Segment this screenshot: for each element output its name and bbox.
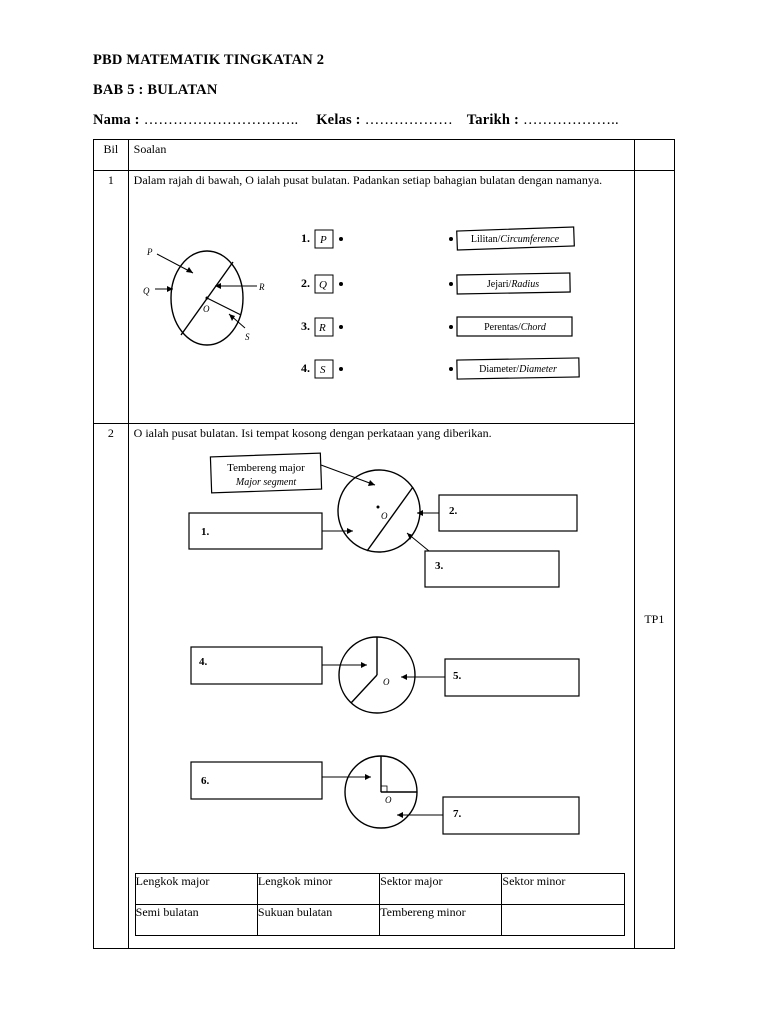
q1-name-4-ms: Diameter/ (478, 364, 519, 375)
q1-cell (128, 171, 634, 424)
blank-6 (191, 762, 322, 799)
q1-name-4 (449, 358, 579, 379)
q1-circle-figure (155, 251, 257, 345)
q1-number: 1 (107, 173, 114, 187)
q1-item-3-letter: R (318, 322, 326, 334)
example-en: Major segment (235, 477, 296, 488)
q2-number-cell (94, 424, 129, 949)
student-info-line (93, 112, 619, 129)
word-bank-cell: Sektor minor (502, 874, 624, 905)
q1-item-4 (301, 360, 343, 378)
q1-name-3-ms: Perentas/ (483, 322, 521, 333)
q1-name-2-en: Radius (511, 279, 539, 290)
q2-cell (128, 424, 634, 949)
q1-diagram-svg (129, 190, 634, 410)
q1-name-2-ms: Jejari/ (486, 279, 511, 290)
q1-name-2-text (487, 279, 539, 290)
q1-name-3-text (484, 322, 547, 333)
tp-cell (634, 171, 674, 949)
blank-4-label: 4. (198, 656, 207, 668)
word-bank-cell: Semi bulatan (135, 905, 257, 936)
blank-5 (445, 659, 579, 696)
q1-item-2-num: 2. (300, 276, 310, 290)
blank-7-label: 7. (452, 808, 461, 820)
nama-label: Nama : (93, 112, 140, 128)
word-bank-row (135, 874, 624, 905)
blank-7 (443, 797, 579, 834)
q1-item-4-num: 4. (300, 361, 310, 375)
q2-diagram-svg (129, 443, 634, 863)
q1-diagram (129, 190, 634, 410)
point-q: Q (142, 286, 150, 296)
blank-2-label: 2. (448, 505, 457, 517)
q2-figure-2 (191, 637, 579, 713)
header-bil-cell (94, 140, 129, 171)
point-o: O (202, 304, 210, 314)
blank-2 (439, 495, 577, 531)
blank-4 (191, 647, 322, 684)
q1-name-3-en: Chord (520, 322, 546, 333)
q1-name-1-text (471, 234, 560, 245)
blank-3-label: 3. (434, 560, 443, 572)
word-bank-cell: Sukuan bulatan (257, 905, 379, 936)
q1-name-3 (449, 317, 572, 336)
q2-center-1: O (380, 511, 388, 521)
nama-blank[interactable]: ………………………….. (143, 112, 299, 128)
q1-item-2 (301, 275, 343, 293)
point-p: P (146, 247, 153, 257)
q2-figure-3 (191, 756, 579, 834)
word-bank-cell (502, 905, 624, 936)
header-soalan: Soalan (133, 142, 167, 156)
q1-item-3 (301, 318, 343, 336)
chapter-title: BAB 5 : BULATAN (93, 82, 218, 98)
q2-center-3: O (384, 795, 392, 805)
q2-center-2: O (382, 677, 390, 687)
point-r: R (258, 282, 265, 292)
word-bank-cell: Lengkok minor (257, 874, 379, 905)
kelas-blank[interactable]: ……………… (364, 112, 453, 128)
q1-name-1 (449, 227, 574, 250)
tarikh-blank[interactable]: ……………….. (522, 112, 619, 128)
blank-1-label: 1. (200, 526, 209, 538)
blank-5-label: 5. (452, 670, 461, 682)
q2-diagram (129, 443, 634, 948)
blank-6-label: 6. (200, 775, 209, 787)
q1-item-4-letter: S (319, 364, 326, 376)
q1-name-4-text (479, 364, 557, 375)
word-bank-row (135, 905, 624, 936)
q1-item-1 (301, 230, 343, 248)
point-s: S (244, 332, 250, 342)
q2-figure-1 (189, 453, 577, 587)
header-tp-cell (634, 140, 674, 171)
question-table (93, 139, 675, 949)
word-bank-cell: Tembereng minor (380, 905, 502, 936)
blank-3 (425, 551, 559, 587)
worksheet-title: PBD MATEMATIK TINGKATAN 2 (93, 52, 325, 68)
word-bank-cell: Lengkok major (135, 874, 257, 905)
q2-number: 2 (107, 426, 114, 440)
q1-number-cell (94, 171, 129, 424)
tarikh-label: Tarikh : (466, 112, 519, 128)
q1-item-1-num: 1. (300, 231, 310, 245)
q1-name-1-ms: Lilitan/ (470, 234, 501, 245)
q1-item-3-num: 3. (300, 319, 310, 333)
example-ms: Tembereng major (226, 462, 305, 474)
q1-name-2 (449, 273, 570, 294)
kelas-label: Kelas : (316, 112, 361, 128)
tp-level: TP1 (644, 612, 665, 626)
q1-item-2-letter: Q (318, 279, 327, 291)
q1-item-1-letter: P (319, 234, 327, 246)
header-bil: Bil (103, 142, 119, 156)
word-bank-cell: Sektor major (380, 874, 502, 905)
q1-question-text: Dalam rajah di bawah, O ialah pusat bulatan. Padankan setiap bahagian bulatan dengan namanya. (133, 173, 603, 187)
q1-name-4-en: Diameter (518, 364, 557, 375)
q1-name-1-en: Circumference (500, 234, 559, 245)
header-soalan-cell (128, 140, 634, 171)
word-bank (135, 873, 625, 936)
q2-question-text: O ialah pusat bulatan. Isi tempat kosong dengan perkataan yang diberikan. (133, 426, 492, 440)
